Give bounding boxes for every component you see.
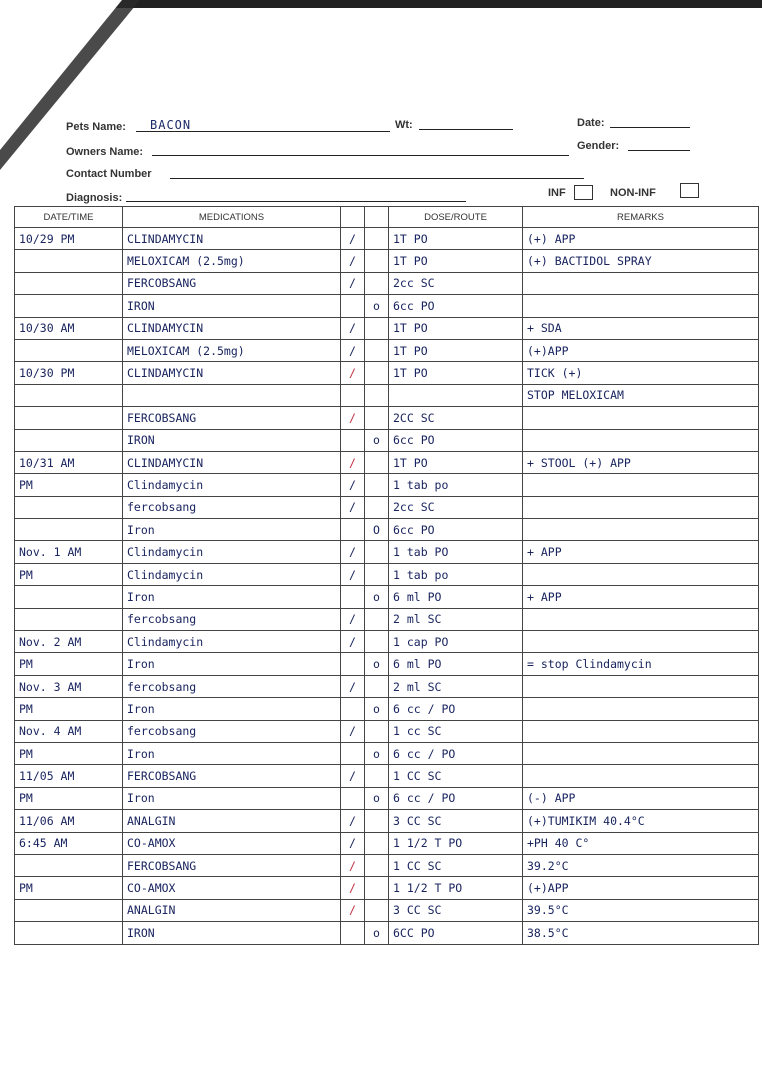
cell-medication[interactable]: FERCOBSANG [123,854,341,876]
cell-medication[interactable]: fercobsang [123,496,341,518]
cell-zero-mark[interactable] [365,899,389,921]
cell-zero-mark[interactable] [365,608,389,630]
cell-date[interactable]: Nov. 3 AM [15,675,123,697]
cell-check-mark[interactable] [341,586,365,608]
cell-medication[interactable]: FERCOBSANG [123,272,341,294]
cell-zero-mark[interactable] [365,362,389,384]
cell-zero-mark[interactable] [365,339,389,361]
cell-date[interactable] [15,922,123,944]
contact-label: Contact Number [66,168,152,180]
col-header-zero [365,207,389,228]
cell-check-mark[interactable] [341,742,365,764]
table-row [15,250,759,272]
diagnosis-label: Diagnosis: [66,192,123,204]
cell-remarks[interactable] [523,720,759,742]
table-row [15,922,759,944]
cell-check-mark[interactable]: / [341,854,365,876]
cell-check-mark[interactable] [341,698,365,720]
table-row [15,317,759,339]
cell-dose-route[interactable]: 1T PO [389,228,523,250]
cell-dose-route[interactable]: 6 cc / PO [389,742,523,764]
cell-remarks[interactable] [523,429,759,451]
cell-remarks[interactable]: (+) BACTIDOL SPRAY [523,250,759,272]
cell-medication[interactable]: IRON [123,922,341,944]
cell-zero-mark[interactable]: o [365,742,389,764]
col-header-remarks: REMARKS [523,207,759,228]
cell-medication[interactable]: CO-AMOX [123,877,341,899]
cell-check-mark[interactable] [341,384,365,406]
cell-zero-mark[interactable] [365,407,389,429]
cell-date[interactable] [15,519,123,541]
cell-dose-route[interactable]: 1T PO [389,339,523,361]
cell-dose-route[interactable]: 1 CC SC [389,854,523,876]
cell-medication[interactable]: Clindamycin [123,474,341,496]
cell-remarks[interactable] [523,742,759,764]
cell-check-mark[interactable]: / [341,496,365,518]
cell-remarks[interactable] [523,563,759,585]
table-row [15,899,759,921]
gender-label: Gender: [577,140,620,152]
cell-remarks[interactable]: (+)APP [523,339,759,361]
cell-medication[interactable]: MELOXICAM (2.5mg) [123,339,341,361]
cell-check-mark[interactable]: / [341,563,365,585]
cell-zero-mark[interactable] [365,228,389,250]
cell-remarks[interactable]: (-) APP [523,787,759,809]
cell-remarks[interactable] [523,519,759,541]
cell-dose-route[interactable]: 6 cc / PO [389,787,523,809]
noninf-checkbox[interactable] [680,183,699,198]
cell-date[interactable] [15,429,123,451]
cell-dose-route[interactable]: 3 CC SC [389,810,523,832]
cell-check-mark[interactable]: / [341,765,365,787]
cell-medication[interactable]: CO-AMOX [123,832,341,854]
cell-medication[interactable]: Iron [123,519,341,541]
cell-medication[interactable]: fercobsang [123,608,341,630]
cell-dose-route[interactable] [389,384,523,406]
cell-zero-mark[interactable] [365,496,389,518]
cell-date[interactable]: PM [15,698,123,720]
table-row [15,810,759,832]
cell-date[interactable]: 11/06 AM [15,810,123,832]
cell-remarks[interactable] [523,295,759,317]
cell-check-mark[interactable] [341,295,365,317]
date-line[interactable] [610,127,690,128]
cell-check-mark[interactable]: / [341,631,365,653]
cell-zero-mark[interactable] [365,563,389,585]
cell-medication[interactable]: FERCOBSANG [123,765,341,787]
cell-medication[interactable]: Iron [123,698,341,720]
cell-dose-route[interactable]: 1 1/2 T PO [389,877,523,899]
col-header-check [341,207,365,228]
cell-date[interactable]: 10/30 PM [15,362,123,384]
cell-check-mark[interactable] [341,922,365,944]
cell-zero-mark[interactable] [365,720,389,742]
cell-dose-route[interactable]: 6cc PO [389,295,523,317]
cell-check-mark[interactable]: / [341,228,365,250]
cell-zero-mark[interactable] [365,832,389,854]
cell-zero-mark[interactable]: o [365,295,389,317]
cell-remarks[interactable]: +PH 40 C° [523,832,759,854]
cell-dose-route[interactable]: 6cc PO [389,429,523,451]
table-row [15,339,759,361]
cell-medication[interactable]: CLINDAMYCIN [123,317,341,339]
col-header-dose: DOSE/ROUTE [389,207,523,228]
table-row [15,653,759,675]
cell-medication[interactable]: IRON [123,295,341,317]
col-header-medications: MEDICATIONS [123,207,341,228]
cell-zero-mark[interactable] [365,272,389,294]
table-row [15,832,759,854]
cell-check-mark[interactable]: / [341,407,365,429]
cell-remarks[interactable] [523,608,759,630]
cell-zero-mark[interactable]: o [365,698,389,720]
cell-dose-route[interactable]: 2 ml SC [389,675,523,697]
cell-remarks[interactable]: (+) APP [523,228,759,250]
diagnosis-line[interactable] [126,201,466,202]
table-row [15,563,759,585]
cell-check-mark[interactable]: / [341,272,365,294]
cell-dose-route[interactable]: 1 tab PO [389,541,523,563]
table-row [15,631,759,653]
table-row [15,877,759,899]
noninf-label: NON-INF [610,187,656,199]
wt-line[interactable] [419,129,513,130]
table-row [15,854,759,876]
cell-check-mark[interactable] [341,787,365,809]
cell-dose-route[interactable]: 2cc SC [389,272,523,294]
cell-check-mark[interactable]: / [341,317,365,339]
cell-remarks[interactable]: + APP [523,541,759,563]
table-row [15,608,759,630]
cell-dose-route[interactable]: 6CC PO [389,922,523,944]
cell-dose-route[interactable]: 1 CC SC [389,765,523,787]
cell-zero-mark[interactable] [365,451,389,473]
cell-zero-mark[interactable]: o [365,653,389,675]
table-row [15,272,759,294]
cell-remarks[interactable] [523,407,759,429]
cell-check-mark[interactable]: / [341,810,365,832]
owners-name-label: Owners Name: [66,146,144,158]
cell-dose-route[interactable]: 2CC SC [389,407,523,429]
cell-zero-mark[interactable]: o [365,787,389,809]
cell-medication[interactable]: FERCOBSANG [123,407,341,429]
cell-date[interactable] [15,407,123,429]
pets-name-label: Pets Name: [66,121,126,133]
cell-dose-route[interactable]: 1T PO [389,451,523,473]
table-row [15,765,759,787]
cell-check-mark[interactable]: / [341,832,365,854]
cell-remarks[interactable]: + SDA [523,317,759,339]
cell-date[interactable] [15,339,123,361]
cell-check-mark[interactable]: / [341,451,365,473]
col-header-datetime: DATE/TIME [15,207,123,228]
cell-zero-mark[interactable] [365,384,389,406]
table-row [15,787,759,809]
cell-remarks[interactable] [523,272,759,294]
cell-date[interactable]: 6:45 AM [15,832,123,854]
table-row [15,496,759,518]
cell-check-mark[interactable] [341,429,365,451]
cell-dose-route[interactable]: 3 CC SC [389,899,523,921]
cell-zero-mark[interactable] [365,474,389,496]
cell-medication[interactable]: CLINDAMYCIN [123,228,341,250]
cell-zero-mark[interactable] [365,675,389,697]
cell-dose-route[interactable]: 2 ml SC [389,608,523,630]
cell-dose-route[interactable]: 1T PO [389,317,523,339]
cell-date[interactable] [15,496,123,518]
cell-remarks[interactable]: 39.2°C [523,854,759,876]
cell-date[interactable]: Nov. 1 AM [15,541,123,563]
cell-medication[interactable]: ANALGIN [123,810,341,832]
cell-date[interactable] [15,384,123,406]
cell-remarks[interactable] [523,496,759,518]
cell-dose-route[interactable]: 1T PO [389,250,523,272]
cell-remarks[interactable] [523,675,759,697]
cell-remarks[interactable] [523,474,759,496]
cell-date[interactable] [15,272,123,294]
cell-dose-route[interactable]: 1 tab po [389,474,523,496]
cell-date[interactable]: PM [15,787,123,809]
wt-label: Wt: [395,119,413,131]
cell-dose-route[interactable]: 6cc PO [389,519,523,541]
cell-dose-route[interactable]: 1 cap PO [389,631,523,653]
cell-zero-mark[interactable] [365,877,389,899]
cell-date[interactable] [15,295,123,317]
cell-zero-mark[interactable] [365,317,389,339]
cell-medication[interactable] [123,384,341,406]
cell-remarks[interactable]: TICK (+) [523,362,759,384]
cell-zero-mark[interactable]: o [365,586,389,608]
cell-dose-route[interactable]: 6 cc / PO [389,698,523,720]
table-row [15,384,759,406]
cell-medication[interactable]: Iron [123,653,341,675]
cell-dose-route[interactable]: 1 1/2 T PO [389,832,523,854]
medication-table [14,206,759,945]
cell-check-mark[interactable]: / [341,541,365,563]
cell-medication[interactable]: Iron [123,742,341,764]
table-row [15,474,759,496]
table-row [15,586,759,608]
cell-check-mark[interactable]: / [341,720,365,742]
cell-remarks[interactable] [523,765,759,787]
cell-date[interactable] [15,608,123,630]
cell-dose-route[interactable]: 2cc SC [389,496,523,518]
cell-check-mark[interactable]: / [341,675,365,697]
table-row [15,742,759,764]
cell-remarks[interactable]: = stop Clindamycin [523,653,759,675]
cell-date[interactable]: Nov. 2 AM [15,631,123,653]
gender-line[interactable] [628,150,690,151]
owners-name-line[interactable] [152,155,569,156]
cell-date[interactable]: 10/31 AM [15,451,123,473]
cell-check-mark[interactable] [341,519,365,541]
cell-check-mark[interactable]: / [341,474,365,496]
cell-date[interactable] [15,899,123,921]
cell-zero-mark[interactable]: o [365,922,389,944]
cell-dose-route[interactable]: 1 tab po [389,563,523,585]
cell-medication[interactable]: Clindamycin [123,631,341,653]
table-row [15,675,759,697]
cell-check-mark[interactable]: / [341,362,365,384]
table-row [15,429,759,451]
cell-dose-route[interactable]: 6 ml PO [389,586,523,608]
contact-line[interactable] [170,178,584,179]
cell-medication[interactable]: MELOXICAM (2.5mg) [123,250,341,272]
cell-medication[interactable]: CLINDAMYCIN [123,362,341,384]
cell-remarks[interactable]: + STOOL (+) APP [523,451,759,473]
cell-medication[interactable]: fercobsang [123,675,341,697]
inf-checkbox[interactable] [574,185,593,200]
cell-date[interactable]: 10/29 PM [15,228,123,250]
cell-zero-mark[interactable] [365,765,389,787]
date-label: Date: [577,117,605,129]
cell-check-mark[interactable]: / [341,877,365,899]
cell-medication[interactable]: fercobsang [123,720,341,742]
table-row [15,451,759,473]
cell-dose-route[interactable]: 1 cc SC [389,720,523,742]
cell-check-mark[interactable]: / [341,250,365,272]
cell-check-mark[interactable] [341,653,365,675]
cell-zero-mark[interactable]: o [365,429,389,451]
table-row [15,407,759,429]
table-header-row [15,207,759,228]
cell-date[interactable]: PM [15,474,123,496]
cell-remarks[interactable]: + APP [523,586,759,608]
table-row [15,295,759,317]
cell-zero-mark[interactable] [365,854,389,876]
cell-zero-mark[interactable] [365,810,389,832]
table-row [15,720,759,742]
cell-dose-route[interactable]: 6 ml PO [389,653,523,675]
cell-date[interactable]: 10/30 AM [15,317,123,339]
cell-remarks[interactable]: 39.5°C [523,899,759,921]
cell-check-mark[interactable]: / [341,899,365,921]
cell-date[interactable] [15,250,123,272]
inf-label: INF [548,187,566,199]
cell-dose-route[interactable]: 1T PO [389,362,523,384]
cell-zero-mark[interactable]: O [365,519,389,541]
cell-date[interactable]: PM [15,877,123,899]
cell-medication[interactable]: Iron [123,787,341,809]
cell-medication[interactable]: ANALGIN [123,899,341,921]
cell-zero-mark[interactable] [365,631,389,653]
cell-check-mark[interactable]: / [341,339,365,361]
cell-date[interactable] [15,854,123,876]
cell-remarks[interactable]: (+)TUMIKIM 40.4°C [523,810,759,832]
table-row [15,362,759,384]
cell-medication[interactable]: Iron [123,586,341,608]
table-row [15,698,759,720]
cell-remarks[interactable] [523,698,759,720]
cell-date[interactable]: 11/05 AM [15,765,123,787]
table-row [15,541,759,563]
cell-zero-mark[interactable] [365,541,389,563]
table-row [15,228,759,250]
cell-zero-mark[interactable] [365,250,389,272]
cell-medication[interactable]: CLINDAMYCIN [123,451,341,473]
cell-date[interactable]: PM [15,563,123,585]
cell-remarks[interactable]: (+)APP [523,877,759,899]
cell-date[interactable] [15,586,123,608]
cell-medication[interactable]: Clindamycin [123,563,341,585]
cell-remarks[interactable] [523,631,759,653]
cell-date[interactable]: PM [15,742,123,764]
table-row [15,519,759,541]
cell-check-mark[interactable]: / [341,608,365,630]
cell-date[interactable]: Nov. 4 AM [15,720,123,742]
cell-medication[interactable]: IRON [123,429,341,451]
cell-remarks[interactable]: STOP MELOXICAM [523,384,759,406]
cell-remarks[interactable]: 38.5°C [523,922,759,944]
cell-date[interactable]: PM [15,653,123,675]
cell-medication[interactable]: Clindamycin [123,541,341,563]
pets-name-value[interactable]: BACON [150,118,192,132]
